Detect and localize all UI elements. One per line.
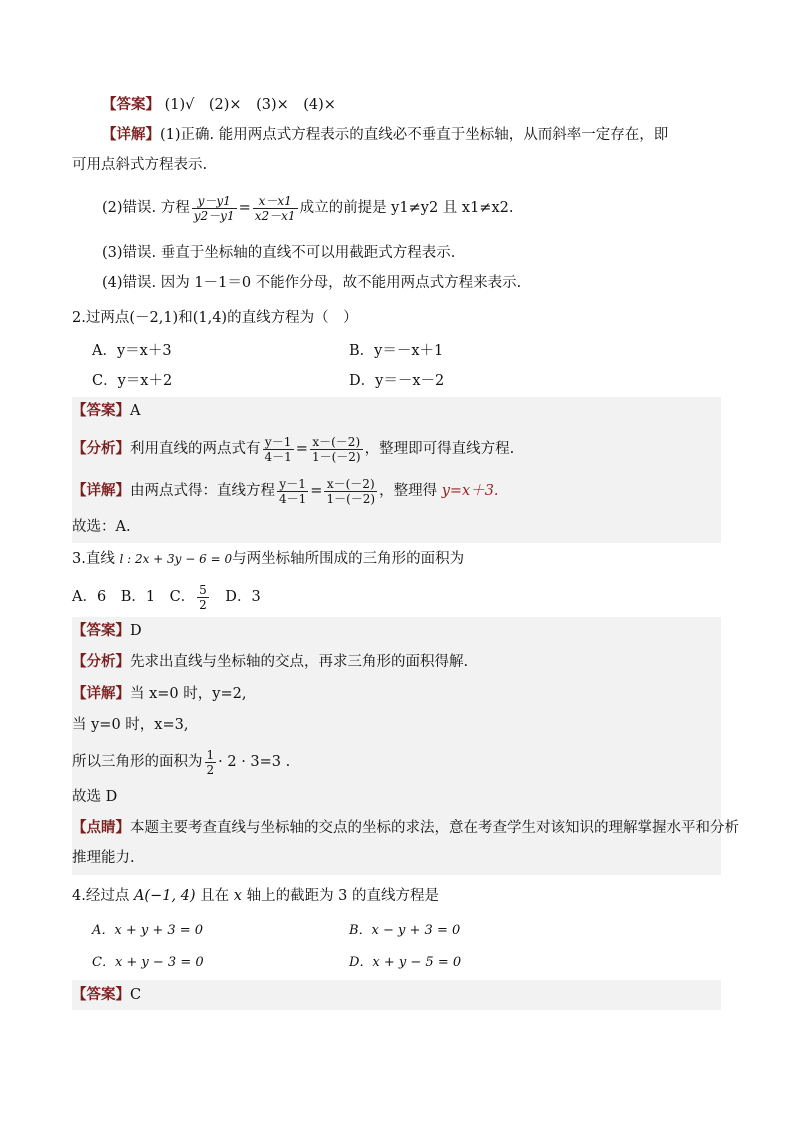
q3-detail1: [72, 684, 246, 704]
stem-text: 与两坐标轴所围成的三角形的面积为: [232, 551, 465, 567]
fraction: [263, 435, 294, 464]
fraction-denominator: x2－x1: [254, 208, 296, 223]
q1-item3: (3)错误. 垂直于坐标轴的直线不可以用截距式方程表示.: [102, 245, 456, 261]
q4-answer: [72, 985, 141, 1005]
line-equation: l : 2x + 3y − 6 = 0: [119, 552, 233, 566]
q1-answer-line: [102, 95, 336, 115]
options-text: D．3: [210, 589, 261, 605]
detail-text: 由两点式得：直线方程: [130, 483, 275, 499]
fraction-numerator: x－(－2): [310, 435, 363, 450]
fraction-numerator: y－1: [277, 477, 308, 492]
answer-text: (1)√ (2)× (3)× (4)×: [164, 97, 336, 113]
answer-value: A: [130, 403, 141, 419]
q2-analysis: [72, 432, 514, 466]
q3-detail3: [72, 745, 290, 779]
detail-text: · 2 · 3=3 .: [218, 754, 291, 770]
fraction: [205, 748, 217, 777]
item2-suffix: 成立的前提是 y1≠y2 且 x1≠x2.: [299, 200, 514, 216]
q2-option-a: A．y＝x＋3: [92, 343, 172, 359]
detail-tag: 【详解】: [72, 482, 130, 499]
fraction-denominator: y2－y1: [193, 208, 235, 223]
equals-sign: =: [295, 441, 308, 457]
detail-text: 当 x=0 时，y=2,: [130, 686, 247, 702]
q2-option-b: B．y＝－x＋1: [349, 343, 444, 359]
detail-result: y=x＋3.: [441, 483, 499, 499]
fraction-denominator: 1－(－2): [311, 449, 361, 464]
q2-option-c: C．y＝x＋2: [92, 373, 173, 389]
q3-answer: [72, 621, 142, 641]
q3-detail2: 当 y=0 时，x=3,: [72, 717, 189, 733]
q4-stem: [72, 886, 439, 906]
fraction: [324, 477, 377, 506]
fraction-denominator: 2: [199, 597, 207, 612]
analysis-text: ，整理即可得直线方程.: [364, 441, 515, 457]
fraction-denominator: 4－1: [279, 491, 307, 506]
q2-detail: [72, 474, 499, 508]
detail-text: (1)正确. 能用两点式方程表示的直线必不垂直于坐标轴，从而斜率一定存在，即: [160, 127, 669, 143]
stem-text: 3.直线: [72, 551, 120, 567]
q2-stem: 2.过两点(－2,1)和(1,4)的直线方程为（ ）: [72, 310, 358, 326]
q1-detail-line2: 可用点斜式方程表示.: [72, 157, 208, 173]
q4-option-b: B．x − y + 3 = 0: [349, 923, 461, 938]
q2-solution-box: [72, 397, 721, 543]
detail-text: ，整理得: [379, 483, 442, 499]
fraction-denominator: 1－(－2): [326, 491, 376, 506]
q3-stem: [72, 549, 464, 569]
q4-solution-box: [72, 980, 721, 1010]
q3-comment-line1: [72, 818, 739, 838]
q3-analysis: [72, 652, 468, 672]
q1-item4: (4)错误. 因为 1－1＝0 不能作分母，故不能用两点式方程来表示.: [102, 275, 522, 291]
comment-tag: 【点睛】: [72, 819, 130, 836]
point-a: A(−1, 4): [133, 888, 196, 904]
q4-option-a: A．x + y + 3 = 0: [92, 923, 204, 938]
fraction: [277, 477, 308, 506]
q1-item2: [102, 192, 513, 224]
options-text: A．6 B．1 C．: [72, 589, 196, 605]
fraction: [253, 194, 298, 223]
analysis-tag: 【分析】: [72, 440, 130, 457]
detail-tag: 【详解】: [102, 126, 160, 143]
analysis-text: 利用直线的两点式有: [130, 441, 261, 457]
answer-tag: 【答案】: [72, 986, 130, 1003]
q1-detail-line1: [102, 125, 668, 145]
q3-choose: 故选 D: [72, 789, 118, 805]
fraction-numerator: y－1: [263, 435, 294, 450]
q3-options: [72, 580, 261, 614]
equals-sign: =: [310, 483, 323, 499]
answer-value: D: [130, 623, 142, 639]
analysis-tag: 【分析】: [72, 653, 130, 670]
q4-option-d: D．x + y − 5 = 0: [349, 955, 462, 970]
item2-prefix: (2)错误. 方程: [102, 200, 190, 216]
q3-comment-line2: 推理能力.: [72, 850, 135, 866]
answer-value: C: [130, 987, 142, 1003]
fraction: [310, 435, 363, 464]
fraction-numerator: 5: [199, 582, 207, 597]
answer-tag: 【答案】: [102, 96, 160, 113]
x-variable: x: [233, 888, 242, 904]
fraction-numerator: 1: [206, 747, 215, 762]
stem-text: 4.经过点: [72, 888, 134, 904]
q2-choose: 故选：A.: [72, 519, 131, 535]
fraction-numerator: y－y1: [192, 194, 237, 209]
equals-sign: =: [238, 200, 251, 216]
fraction-numerator: x－(－2): [324, 477, 377, 492]
comment-text: 本题主要考查直线与坐标轴的交点的坐标的求法，意在考查学生对该知识的理解掌握水平和分析: [130, 820, 739, 836]
answer-tag: 【答案】: [72, 402, 130, 419]
answer-tag: 【答案】: [72, 622, 130, 639]
detail-tag: 【详解】: [72, 685, 130, 702]
detail-text: 所以三角形的面积为: [72, 754, 203, 770]
stem-text: 且在: [195, 888, 234, 904]
analysis-text: 先求出直线与坐标轴的交点，再求三角形的面积得解.: [130, 654, 469, 670]
q2-option-d: D．y＝－x－2: [349, 373, 445, 389]
fraction-denominator: 4－1: [264, 449, 292, 464]
stem-text: 轴上的截距为 3 的直线方程是: [241, 888, 440, 904]
q4-option-c: C．x + y − 3 = 0: [92, 955, 204, 970]
fraction-numerator: x－x1: [253, 194, 298, 209]
fraction: [197, 583, 209, 612]
q2-answer: [72, 401, 140, 421]
fraction: [192, 194, 237, 223]
fraction-denominator: 2: [206, 762, 215, 777]
